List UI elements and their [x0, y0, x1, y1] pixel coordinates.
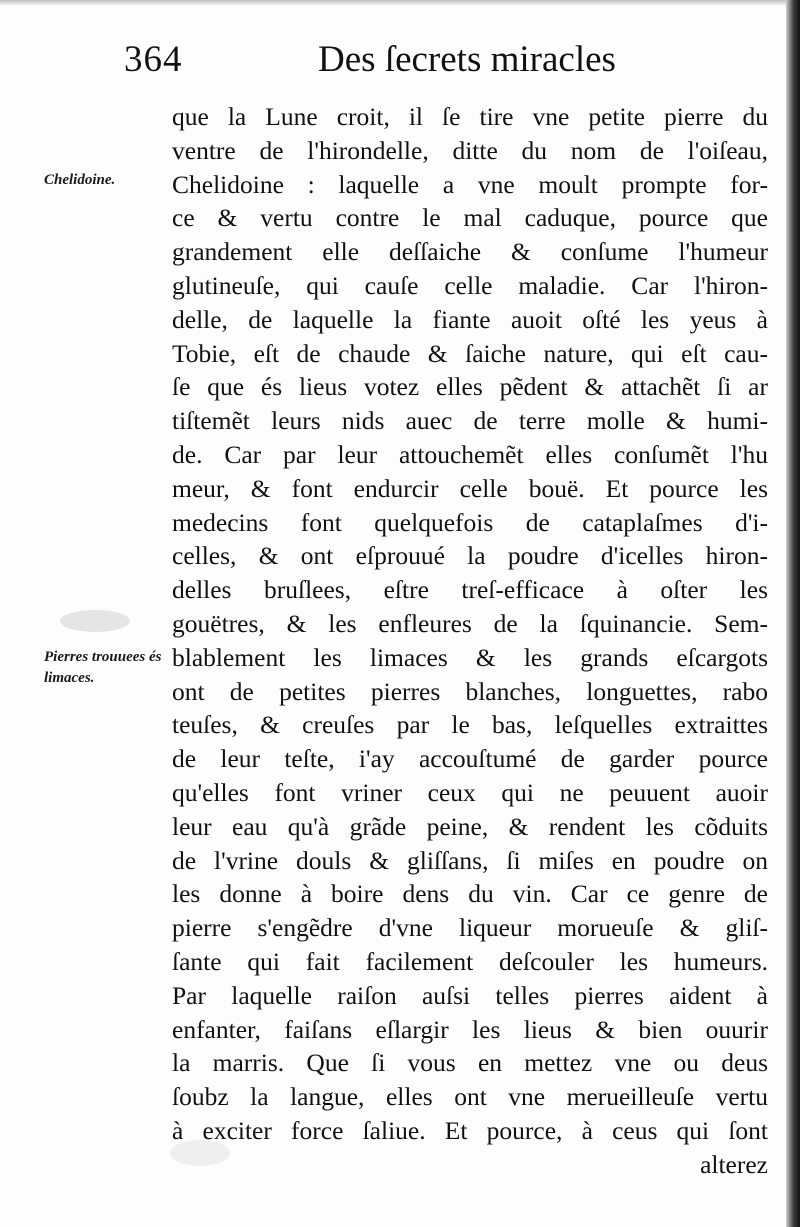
- text-line: de l'vrine douls & gliſſans, ſi miſes en poudre on: [172, 845, 768, 875]
- body-text: [172, 100, 768, 1182]
- page-header: [0, 38, 800, 86]
- text-line: de. Car par leur attouchemẽt elles conſumẽt l'hu: [172, 439, 768, 469]
- margin-note-pierres: Pierres trouuees és limaces.: [44, 649, 162, 686]
- text-line: celles, & ont eſprouué la poudre d'icelles hiron-: [172, 541, 768, 571]
- text-line: Par laquelle raiſon auſsi telles pierres aident à: [172, 980, 768, 1010]
- text-line: de leur teſte, i'ay accouſtumé de garder pource: [172, 744, 768, 774]
- scan-right-edge: [786, 0, 800, 1227]
- text-line: meur, & font endurcir celle bouë. Et pource les: [172, 473, 768, 503]
- text-line: gouëtres, & les enfleures de la ſquinancie. Sem-: [172, 608, 768, 638]
- text-line: que la Lune croit, il ſe tire vne petite pierre du: [172, 102, 768, 131]
- text-line: les donne à boire dens du vin. Car ce genre de: [172, 879, 768, 909]
- text-line: ſe que és lieus votez elles pẽdent & attachẽt ſi ar: [172, 372, 768, 402]
- text-line: ce & vertu contre le mal caduque, pource que: [172, 203, 768, 233]
- text-line: ventre de l'hirondelle, ditte du nom de l'oiſeau,: [172, 135, 768, 165]
- text-line: ſante qui fait facilement deſcouler les humeurs.: [172, 946, 768, 976]
- text-line: pierre s'engẽdre d'vne liqueur morueuſe & gliſ-: [172, 913, 768, 943]
- text-line: Tobie, eſt de chaude & ſaiche nature, qui eſt cau-: [172, 338, 768, 368]
- text-line: la marris. Que ſi vous en mettez vne ou deus: [172, 1048, 768, 1078]
- text-line: delle, de laquelle la fiante auoit oſté les yeus à: [172, 304, 768, 334]
- page-number: 364: [124, 39, 183, 80]
- text-line: medecins font quelquefois de cataplaſmes d'i-: [172, 507, 768, 537]
- running-title: Des ſecrets miracles: [318, 39, 616, 80]
- catchword: alterez: [700, 1149, 768, 1179]
- text-line: delles bruſlees, eſtre treſ-efficace à oſter les: [172, 575, 768, 605]
- text-line: Chelidoine : laquelle a vne moult prompte for-: [172, 169, 768, 199]
- text-line: blablement les limaces & les grands eſcargots: [172, 642, 768, 672]
- text-line: à exciter force ſaliue. Et pource, à ceus qui ſont: [172, 1115, 768, 1145]
- text-line: leur eau qu'à grãde peine, & rendent les cõduits: [172, 811, 768, 841]
- text-line: enfanter, faiſans eſlargir les lieus & bien ouurir: [172, 1014, 768, 1044]
- text-line: teuſes, & creuſes par le bas, leſquelles extraittes: [172, 710, 768, 740]
- margin-note-chelidoine: Chelidoine.: [44, 172, 116, 188]
- text-line: tiſtemẽt leurs nids auec de terre molle & humi-: [172, 406, 768, 436]
- text-line: ont de petites pierres blanches, longuettes, rabo: [172, 676, 768, 706]
- text-line: glutineuſe, qui cauſe celle maladie. Car l'hiron-: [172, 270, 768, 300]
- scan-top-shadow: [0, 0, 800, 6]
- text-line: qu'elles font vriner ceux qui ne peuuent auoir: [172, 777, 768, 807]
- paper-smudge: [60, 610, 130, 632]
- text-line: grandement elle deſſaiche & conſume l'humeur: [172, 237, 768, 267]
- text-line: ſoubz la langue, elles ont vne merueilleuſe vertu: [172, 1082, 768, 1112]
